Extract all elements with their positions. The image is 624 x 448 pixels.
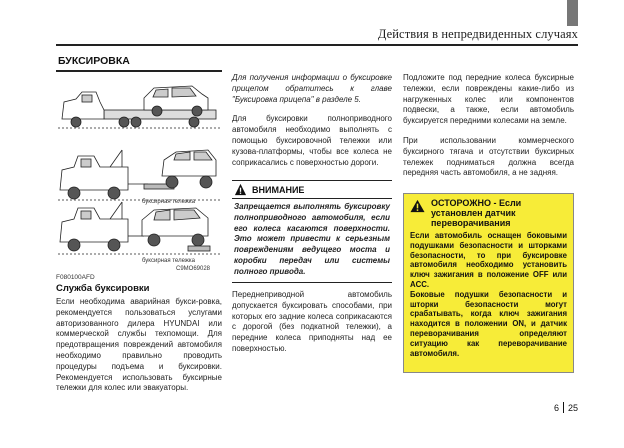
caution-header <box>410 198 567 228</box>
figure-code: C9MO69028 <box>176 266 211 272</box>
reference-code: F080100AFD <box>56 274 95 281</box>
caution-box <box>403 193 574 373</box>
running-header-title: Действия в непредвиденных случаях <box>377 27 578 41</box>
page-section-number: 6 <box>553 402 559 413</box>
service-paragraph: Если необходима аварийная букси-ровка, рекомендуется пользоваться услугами авторизованного дилера HYUNDAI или коммерческой службы техпомощи. Для предотвращения повреждений автомобиля необходимо правильно проводить процедуры подъема и буксировки. Рекомендуется использовать буксирные тележки для колес или эвакуаторы. <box>56 297 222 393</box>
caution-triangle-icon <box>410 199 425 213</box>
page-number <box>554 402 578 413</box>
service-heading: Служба буксировки <box>56 283 150 294</box>
warning-triangle-icon <box>234 183 247 196</box>
section-tab-marker <box>567 0 578 26</box>
flatbed-truck-illustration <box>58 86 220 128</box>
dolly-tow-truck-illustration <box>58 202 220 254</box>
wheel-lift-tow-truck-illustration <box>58 150 220 200</box>
section-title: БУКСИРОВКА <box>58 55 130 67</box>
dolly-label-1: буксирная тележка <box>142 199 195 205</box>
fwd-column <box>232 290 392 364</box>
dolly-label-2: буксирная тележка <box>142 258 195 264</box>
awd-towing-paragraph: Для буксировки полноприводного автомобиля необходимо выполнять с помощью буксировочной тележки или кузова-платформы, чтобы все колеса не соприкасались с поверхностью дороги. <box>232 114 392 167</box>
fwd-towing-paragraph: Переднеприводной автомобиль допускается буксировать способами, при которых его задние колеса соприкасаются с дорогой (без подкатной тележки), а передние колеса приподняты над ее поверхностью. <box>232 290 392 353</box>
header-rule <box>56 44 578 46</box>
caution-paragraph-1: Если автомобиль оснащен боковыми подушками безопасности и шторками безопасности, то при буксировке автомобиля необходимо установить ключ зажигания в положение OFF или ACC. <box>410 231 567 289</box>
middle-column <box>232 73 392 177</box>
dolly-instruction-paragraph: Подложите под передние колеса буксирные тележки, если повреждены какие-либо из нагруженных колес или компонентов подвески, а также, если автомобиль буксируется передними колесами на земле. <box>403 73 574 126</box>
right-column <box>403 73 574 188</box>
page-number-divider <box>563 402 564 413</box>
caution-title: ОСТОРОЖНО - Если установлен датчик переворачивания <box>431 198 522 228</box>
warning-text: Запрещается выполнять буксировку полноприводного автомобиля, если его колеса касаются поверхности. Это может привести к серьезным повреждениям ведущего моста и коробки передач или системы полного привода. <box>234 202 390 276</box>
caution-paragraph-2: Боковые подушки безопасности и шторки безопасности могут срабатывать, когда ключ зажигания находится в положении ON, и датчик переворачивания определяют ситуацию как переворачивание автомобиля. <box>410 289 567 358</box>
warning-box <box>232 180 392 283</box>
service-column <box>56 297 222 403</box>
commercial-tow-paragraph: При использовании коммерческого буксирного тягача и отсутствии буксирных тележек подниматься должна всегда передняя часть автомобиля, а не задняя. <box>403 135 574 178</box>
page-number-value: 25 <box>567 402 578 413</box>
trailer-info-paragraph: Для получения информации о буксировке прицепом обратитесь к главе "Буксировка прицепа" в разделе 5. <box>232 73 392 104</box>
towing-illustration <box>56 72 222 273</box>
warning-header <box>232 181 392 199</box>
warning-title: ВНИМАНИЕ <box>252 184 305 195</box>
caution-body <box>410 231 567 358</box>
